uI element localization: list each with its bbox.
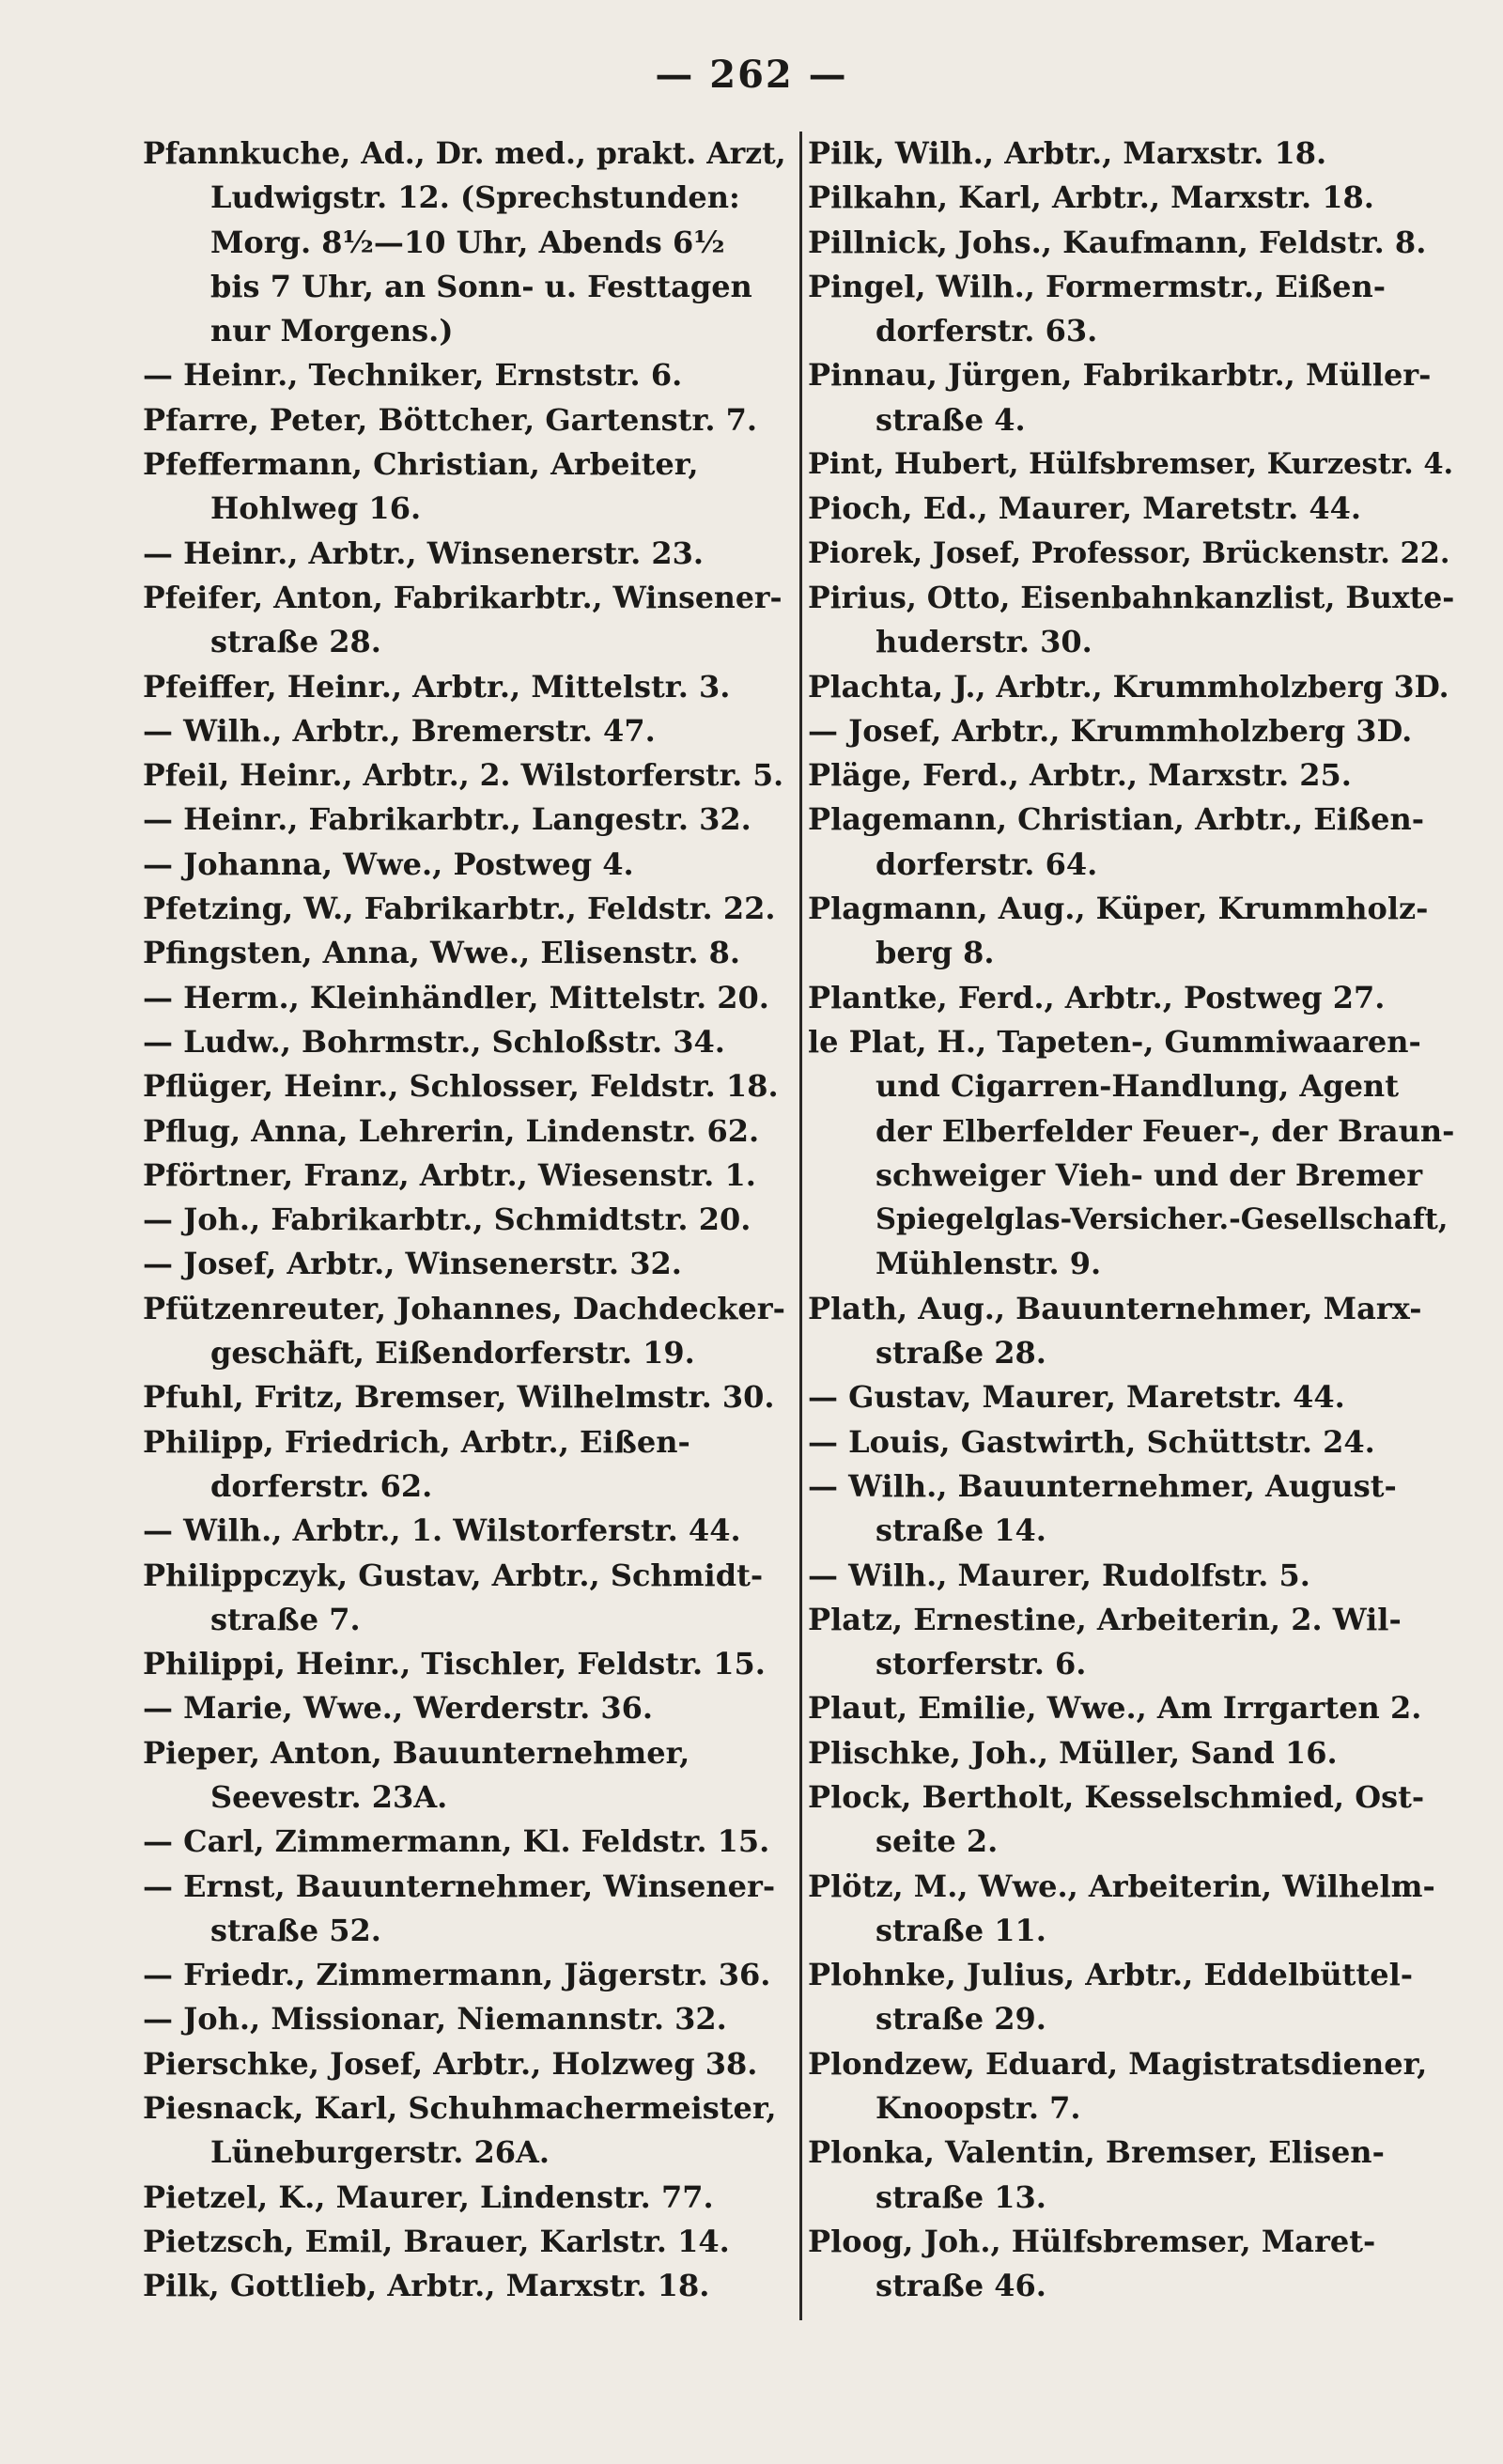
- directory-line: Pietzel, K., Maurer, Lindenstr. 77.: [143, 2178, 714, 2215]
- directory-line: Pillnick, Johs., Kaufmann, Feldstr. 8.: [808, 224, 1427, 260]
- directory-line: straße 28.: [210, 624, 381, 660]
- directory-line: Pförtner, Franz, Arbtr., Wiesenstr. 1.: [143, 1156, 756, 1193]
- directory-line: Pingel, Wilh., Formermstr., Eißen-: [808, 268, 1387, 304]
- directory-line: Plock, Bertholt, Kesselschmied, Ost-: [808, 1778, 1425, 1815]
- directory-line: Pfeifer, Anton, Fabrikarbtr., Winsener-: [143, 580, 782, 615]
- directory-line: Pfetzing, W., Fabrikarbtr., Feldstr. 22.: [143, 891, 776, 927]
- directory-line: Pierschke, Josef, Arbtr., Holzweg 38.: [143, 2045, 758, 2082]
- directory-line: — Herm., Kleinhändler, Mittelstr. 20.: [143, 979, 769, 1015]
- directory-line: Piesnack, Karl, Schuhmachermeister,: [143, 2090, 777, 2127]
- directory-line: straße 13.: [875, 2178, 1046, 2215]
- directory-line: Pioch, Ed., Maurer, Maretstr. 44.: [808, 490, 1362, 527]
- directory-line: Pilkahn, Karl, Arbtr., Marxstr. 18.: [808, 179, 1374, 216]
- directory-line: Piorek, Josef, Professor, Brückenstr. 22.: [808, 535, 1450, 570]
- directory-line: — Josef, Arbtr., Krummholzberg 3D.: [808, 712, 1413, 749]
- directory-line: — Heinr., Fabrikarbtr., Langestr. 32.: [143, 801, 752, 838]
- directory-line: Plischke, Joh., Müller, Sand 16.: [808, 1734, 1338, 1771]
- directory-line: Pfeiffer, Heinr., Arbtr., Mittelstr. 3.: [143, 668, 731, 705]
- directory-line: straße 4.: [875, 401, 1026, 438]
- directory-line: Pfeffermann, Christian, Arbeiter,: [143, 446, 699, 483]
- directory-line: Plachta, J., Arbtr., Krummholzberg 3D.: [808, 669, 1449, 705]
- directory-line: — Josef, Arbtr., Winsenerstr. 32.: [143, 1246, 682, 1282]
- directory-line: Platz, Ernestine, Arbeiterin, 2. Wil-: [808, 1601, 1402, 1637]
- directory-line: straße 11.: [875, 1912, 1046, 1948]
- directory-line: Spiegelglas-Versicher.-Gesellschaft,: [875, 1202, 1449, 1237]
- directory-line: Pilk, Gottlieb, Arbtr., Marxstr. 18.: [143, 2268, 710, 2304]
- directory-line: Plondzew, Eduard, Magistratsdiener,: [808, 2045, 1428, 2082]
- directory-line: le Plat, H., Tapeten-, Gummiwaaren-: [808, 1023, 1421, 1060]
- directory-line: Plagemann, Christian, Arbtr., Eißen-: [808, 801, 1425, 838]
- directory-line: Pflüger, Heinr., Schlosser, Feldstr. 18.: [143, 1068, 779, 1105]
- directory-line: Plantke, Ferd., Arbtr., Postweg 27.: [808, 979, 1386, 1015]
- directory-line: der Elberfelder Feuer-, der Braun-: [875, 1112, 1455, 1149]
- directory-line: Seevestr. 23A.: [210, 1778, 448, 1815]
- directory-line: Pieper, Anton, Bauunternehmer,: [143, 1734, 690, 1771]
- directory-line: — Wilh., Arbtr., 1. Wilstorferstr. 44.: [143, 1512, 741, 1549]
- directory-line: straße 46.: [875, 2268, 1046, 2304]
- directory-line: — Ernst, Bauunternehmer, Winsener-: [143, 1867, 776, 1904]
- directory-line: — Ludw., Bohrmstr., Schloßstr. 34.: [143, 1023, 725, 1060]
- directory-line: Pfarre, Peter, Böttcher, Gartenstr. 7.: [143, 401, 758, 438]
- directory-line: Ploog, Joh., Hülfsbremser, Maret-: [808, 2223, 1376, 2259]
- directory-line: — Joh., Missionar, Niemannstr. 32.: [143, 2001, 727, 2038]
- directory-line: Plath, Aug., Bauunternehmer, Marx-: [808, 1290, 1422, 1326]
- directory-line: — Friedr., Zimmermann, Jägerstr. 36.: [143, 1957, 771, 1993]
- directory-line: und Cigarren-Handlung, Agent: [875, 1068, 1399, 1105]
- directory-line: Plaut, Emilie, Wwe., Am Irrgarten 2.: [808, 1690, 1422, 1727]
- directory-line: Pietzsch, Emil, Brauer, Karlstr. 14.: [143, 2223, 730, 2259]
- directory-line: schweiger Vieh- und der Bremer: [875, 1156, 1423, 1193]
- directory-line: Lüneburgerstr. 26A.: [210, 2134, 550, 2171]
- directory-line: Hohlweg 16.: [210, 490, 422, 527]
- directory-line: Mühlenstr. 9.: [875, 1246, 1102, 1282]
- column-divider: [799, 132, 802, 2320]
- directory-line: bis 7 Uhr, an Sonn- u. Festtagen: [210, 268, 752, 304]
- directory-line: Pflug, Anna, Lehrerin, Lindenstr. 62.: [143, 1112, 760, 1149]
- left-column: [143, 132, 791, 2309]
- directory-line: Philippczyk, Gustav, Arbtr., Schmidt-: [143, 1557, 764, 1593]
- directory-line: Pläge, Ferd., Arbtr., Marxstr. 25.: [808, 757, 1352, 794]
- directory-line: — Wilh., Arbtr., Bremerstr. 47.: [143, 712, 656, 749]
- directory-line: storferstr. 6.: [875, 1646, 1087, 1682]
- directory-line: Morg. 8½—10 Uhr, Abends 6½: [210, 224, 725, 260]
- directory-line: Pint, Hubert, Hülfsbremser, Kurzestr. 4.: [808, 447, 1454, 482]
- directory-line: straße 52.: [210, 1912, 381, 1948]
- directory-line: straße 28.: [875, 1335, 1046, 1371]
- directory-line: geschäft, Eißendorferstr. 19.: [210, 1335, 695, 1371]
- right-column: [808, 132, 1456, 2309]
- directory-line: straße 29.: [875, 2001, 1046, 2038]
- directory-line: Plonka, Valentin, Bremser, Elisen-: [808, 2134, 1385, 2171]
- directory-line: Ludwigstr. 12. (Sprechstunden:: [210, 179, 740, 216]
- directory-line: Knoopstr. 7.: [875, 2090, 1081, 2127]
- directory-line: dorferstr. 62.: [210, 1467, 433, 1504]
- directory-line: — Wilh., Maurer, Rudolfstr. 5.: [808, 1557, 1310, 1593]
- directory-line: dorferstr. 63.: [875, 313, 1098, 349]
- directory-line: Pilk, Wilh., Arbtr., Marxstr. 18.: [808, 135, 1327, 171]
- directory-line: — Carl, Zimmermann, Kl. Feldstr. 15.: [143, 1823, 770, 1860]
- directory-line: straße 14.: [875, 1512, 1046, 1549]
- directory-line: Pfützenreuter, Johannes, Dachdecker-: [143, 1290, 785, 1326]
- directory-line: — Louis, Gastwirth, Schüttstr. 24.: [808, 1423, 1375, 1460]
- directory-line: Philipp, Friedrich, Arbtr., Eißen-: [143, 1423, 690, 1460]
- directory-line: Plötz, M., Wwe., Arbeiterin, Wilhelm-: [808, 1867, 1435, 1904]
- directory-line: nur Morgens.): [210, 313, 454, 349]
- directory-line: Plohnke, Julius, Arbtr., Eddelbüttel-: [808, 1957, 1414, 1993]
- directory-line: Pfeil, Heinr., Arbtr., 2. Wilstorferstr. 5.: [143, 758, 784, 794]
- directory-line: Pirius, Otto, Eisenbahnkanzlist, Buxte-: [808, 580, 1455, 615]
- directory-line: — Joh., Fabrikarbtr., Schmidtstr. 20.: [143, 1201, 752, 1238]
- directory-line: Philippi, Heinr., Tischler, Feldstr. 15.: [143, 1646, 766, 1682]
- directory-line: huderstr. 30.: [875, 624, 1092, 660]
- directory-line: Pfingsten, Anna, Wwe., Elisenstr. 8.: [143, 935, 741, 971]
- page-number: — 262 —: [655, 53, 848, 97]
- directory-line: — Heinr., Techniker, Ernststr. 6.: [143, 357, 683, 394]
- directory-line: Pfannkuche, Ad., Dr. med., prakt. Arzt,: [143, 136, 786, 171]
- directory-line: — Johanna, Wwe., Postweg 4.: [143, 845, 634, 882]
- directory-line: Pinnau, Jürgen, Fabrikarbtr., Müller-: [808, 357, 1432, 394]
- directory-line: Pfuhl, Fritz, Bremser, Wilhelmstr. 30.: [143, 1379, 775, 1416]
- directory-line: — Heinr., Arbtr., Winsenerstr. 23.: [143, 535, 705, 571]
- directory-line: — Marie, Wwe., Werderstr. 36.: [143, 1690, 654, 1727]
- directory-line: — Gustav, Maurer, Maretstr. 44.: [808, 1379, 1345, 1416]
- directory-line: straße 7.: [210, 1601, 361, 1637]
- directory-line: berg 8.: [875, 935, 995, 971]
- directory-line: seite 2.: [875, 1823, 999, 1860]
- directory-line: dorferstr. 64.: [875, 845, 1098, 882]
- directory-line: — Wilh., Bauunternehmer, August-: [808, 1467, 1397, 1504]
- directory-line: Plagmann, Aug., Küper, Krummholz-: [808, 891, 1429, 927]
